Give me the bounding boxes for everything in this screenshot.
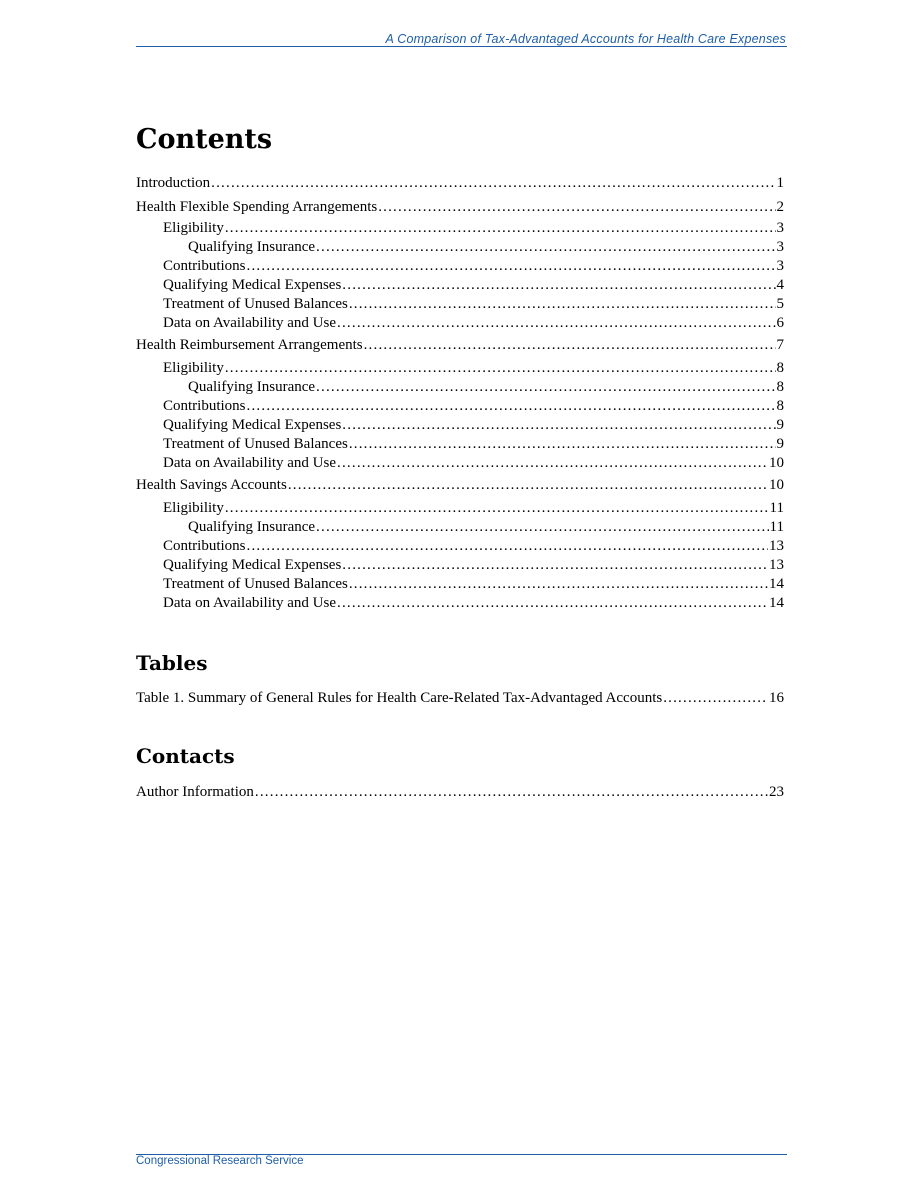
toc-entry-label: Qualifying Insurance [188, 239, 316, 255]
toc-leader [288, 476, 768, 495]
toc-leader [349, 435, 776, 454]
toc-entry-page: 9 [776, 417, 784, 433]
toc-leader [316, 238, 775, 257]
toc-entry-label: Health Flexible Spending Arrangements [136, 199, 378, 215]
running-header: A Comparison of Tax-Advantaged Accounts for Health Care Expenses [385, 32, 786, 46]
toc-entry[interactable] [136, 556, 784, 575]
toc-leader [337, 594, 768, 613]
toc-leader [225, 499, 769, 518]
toc-entry[interactable] [136, 276, 784, 295]
toc-entry-page: 13 [769, 538, 784, 554]
toc-entry-page: 4 [776, 277, 784, 293]
toc-entry[interactable] [136, 336, 784, 355]
toc-entry-label: Introduction [136, 175, 211, 191]
toc-leader [316, 518, 769, 537]
toc-entry[interactable] [136, 397, 784, 416]
toc-leader [342, 556, 768, 575]
toc-entry[interactable] [136, 476, 784, 495]
toc-entry[interactable] [136, 378, 784, 397]
toc-entry[interactable] [136, 454, 784, 473]
header-rule [136, 46, 787, 47]
toc-entry[interactable] [136, 257, 784, 276]
toc-entry[interactable] [136, 499, 784, 518]
toc-entry[interactable] [136, 689, 784, 708]
toc-leader [247, 537, 768, 556]
toc-leader [364, 336, 776, 355]
toc-entry[interactable] [136, 594, 784, 613]
toc-leader [255, 783, 768, 802]
toc-entry-label: Author Information [136, 784, 254, 800]
toc-entry[interactable] [136, 416, 784, 435]
toc-entry-label: Eligibility [163, 220, 224, 236]
toc-entry[interactable] [136, 783, 784, 802]
toc-entry-page: 23 [769, 784, 784, 800]
toc-entry-label: Data on Availability and Use [163, 455, 337, 471]
toc-entry-page: 3 [776, 258, 784, 274]
toc-entry-label: Qualifying Insurance [188, 379, 316, 395]
toc-entry-page: 8 [776, 360, 784, 376]
toc-entry-label: Eligibility [163, 360, 224, 376]
toc-leader [211, 174, 775, 193]
toc-entry-page: 7 [776, 337, 784, 353]
toc-entry-label: Qualifying Medical Expenses [163, 417, 342, 433]
toc-entry-page: 10 [769, 477, 784, 493]
toc-entry[interactable] [136, 174, 784, 193]
toc-entry[interactable] [136, 295, 784, 314]
toc-entry-label: Treatment of Unused Balances [163, 576, 348, 592]
toc-entry-label: Data on Availability and Use [163, 595, 337, 611]
contacts-heading: Contacts [136, 744, 235, 768]
toc-leader [663, 689, 768, 708]
toc-entry-page: 1 [776, 175, 784, 191]
toc-entry-label: Qualifying Medical Expenses [163, 557, 342, 573]
toc-entry-page: 5 [776, 296, 784, 312]
toc-entry[interactable] [136, 537, 784, 556]
toc-leader [225, 359, 776, 378]
contents-heading: Contents [136, 124, 273, 155]
toc-entry-page: 10 [769, 455, 784, 471]
toc-entry-label: Health Savings Accounts [136, 477, 287, 493]
toc-entry-label: Qualifying Insurance [188, 519, 316, 535]
toc-entry-label: Contributions [163, 538, 246, 554]
toc-entry-label: Contributions [163, 258, 246, 274]
toc-entry-page: 6 [776, 315, 784, 331]
toc-leader [349, 575, 768, 594]
toc-entry-page: 2 [776, 199, 784, 215]
toc-entry-label: Eligibility [163, 500, 224, 516]
toc-entry-page: 9 [776, 436, 784, 452]
toc-entry-page: 3 [776, 239, 784, 255]
toc-entry[interactable] [136, 314, 784, 333]
toc-entry[interactable] [136, 359, 784, 378]
toc-leader [316, 378, 775, 397]
toc-entry-label: Contributions [163, 398, 246, 414]
toc-entry-page: 14 [769, 595, 784, 611]
toc-entry-page: 11 [769, 500, 784, 516]
toc-entry[interactable] [136, 198, 784, 217]
toc-entry-page: 16 [769, 690, 784, 706]
toc-entry[interactable] [136, 238, 784, 257]
tables-heading: Tables [136, 651, 208, 675]
toc-entry[interactable] [136, 219, 784, 238]
toc-entry-label: Data on Availability and Use [163, 315, 337, 331]
toc-entry-label: Health Reimbursement Arrangements [136, 337, 363, 353]
toc-entry-label: Treatment of Unused Balances [163, 436, 348, 452]
toc-entry-page: 8 [776, 379, 784, 395]
toc-entry-label: Treatment of Unused Balances [163, 296, 348, 312]
toc-entry-page: 3 [776, 220, 784, 236]
toc-entry[interactable] [136, 575, 784, 594]
toc-leader [337, 454, 768, 473]
toc-entry-label: Table 1. Summary of General Rules for Health Care-Related Tax-Advantaged Accounts [136, 690, 663, 706]
toc-entry-label: Qualifying Medical Expenses [163, 277, 342, 293]
toc-entry-page: 8 [776, 398, 784, 414]
toc-leader [378, 198, 775, 217]
toc-entry-page: 11 [769, 519, 784, 535]
toc-leader [247, 397, 776, 416]
toc-leader [342, 276, 775, 295]
toc-leader [342, 416, 775, 435]
toc-entry[interactable] [136, 435, 784, 454]
toc-entry-page: 13 [769, 557, 784, 573]
toc-entry[interactable] [136, 518, 784, 537]
running-footer: Congressional Research Service [136, 1155, 304, 1167]
toc-leader [337, 314, 775, 333]
toc-leader [349, 295, 776, 314]
toc-leader [247, 257, 776, 276]
toc-entry-page: 14 [769, 576, 784, 592]
toc-leader [225, 219, 776, 238]
